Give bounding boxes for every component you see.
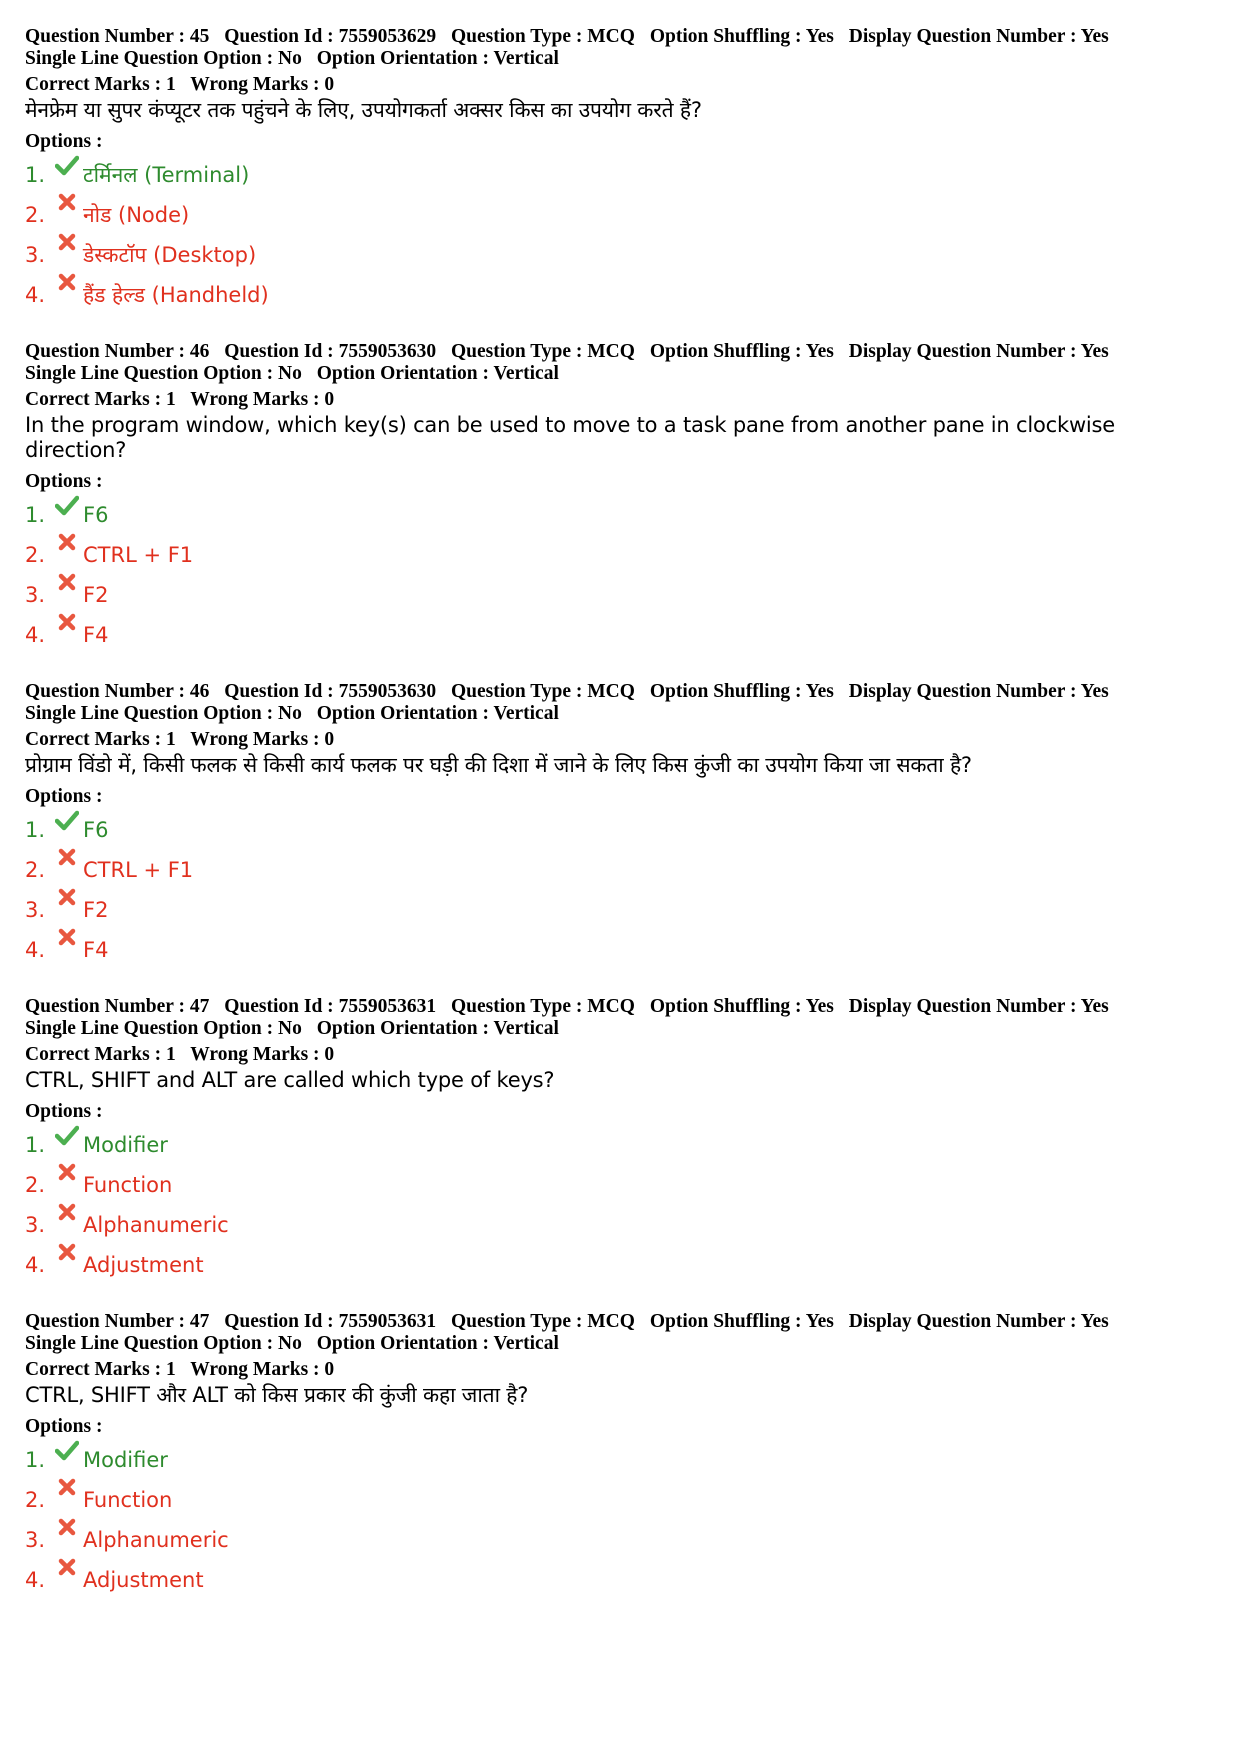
option-text: F2 [83, 898, 109, 922]
cross-icon [53, 936, 81, 964]
option-text: Function [83, 1488, 173, 1512]
wrong-marks-label: Wrong Marks : [190, 1044, 320, 1065]
option-number: 4. [25, 623, 46, 647]
question-block [25, 996, 1215, 1285]
option-item [25, 890, 1215, 930]
option-text: F4 [83, 938, 109, 962]
options-label: Options : [25, 1101, 103, 1122]
option-number: 1. [25, 818, 46, 842]
wrong-marks-value: 0 [324, 729, 335, 750]
option-text: Adjustment [83, 1568, 204, 1592]
question-meta-line-1 [25, 1311, 1215, 1333]
marks-line [25, 389, 1215, 411]
display-question-number-value: Yes [1080, 1311, 1109, 1332]
question-id-value: 7559053630 [338, 341, 437, 362]
correct-marks-label: Correct Marks : [25, 1044, 162, 1065]
question-block [25, 341, 1215, 655]
option-shuffling-value: Yes [805, 26, 834, 47]
option-item [25, 615, 1215, 655]
option-item [25, 235, 1215, 275]
option-item [25, 930, 1215, 970]
correct-marks-label: Correct Marks : [25, 74, 162, 95]
check-icon [53, 161, 81, 189]
wrong-marks-label: Wrong Marks : [190, 1359, 320, 1380]
option-text: हैंड हेल्ड (Handheld) [83, 283, 269, 307]
question-type-label: Question Type : [450, 26, 583, 47]
option-shuffling-value: Yes [805, 996, 834, 1017]
option-text: CTRL + F1 [83, 543, 194, 567]
option-number: 1. [25, 1448, 46, 1472]
question-type-label: Question Type : [450, 996, 583, 1017]
cross-icon [53, 541, 81, 569]
option-number: 3. [25, 898, 46, 922]
question-number-value: 46 [189, 341, 210, 362]
display-question-number-label: Display Question Number : [848, 681, 1077, 702]
option-text: Alphanumeric [83, 1213, 229, 1237]
question-id-label: Question Id : [224, 26, 334, 47]
option-number: 4. [25, 938, 46, 962]
option-text: F6 [83, 503, 109, 527]
option-text: F4 [83, 623, 109, 647]
cross-icon [53, 281, 81, 309]
display-question-number-value: Yes [1080, 341, 1109, 362]
wrong-marks-label: Wrong Marks : [190, 74, 320, 95]
option-item [25, 1440, 1215, 1480]
option-number: 3. [25, 243, 46, 267]
option-item [25, 1480, 1215, 1520]
question-number-value: 45 [189, 26, 210, 47]
marks-line [25, 1044, 1215, 1066]
question-type-value: MCQ [587, 681, 635, 702]
option-number: 2. [25, 1488, 46, 1512]
question-type-label: Question Type : [450, 681, 583, 702]
question-number-label: Question Number : [25, 26, 185, 47]
single-line-option-label: Single Line Question Option : [25, 48, 274, 69]
option-item [25, 810, 1215, 850]
single-line-option-label: Single Line Question Option : [25, 363, 274, 384]
question-number-label: Question Number : [25, 996, 185, 1017]
option-orientation-value: Vertical [493, 1333, 559, 1354]
question-type-label: Question Type : [450, 1311, 583, 1332]
options-list [25, 810, 1215, 970]
question-type-value: MCQ [587, 341, 635, 362]
single-line-option-label: Single Line Question Option : [25, 1018, 274, 1039]
option-number: 1. [25, 163, 46, 187]
marks-line [25, 74, 1215, 96]
correct-marks-value: 1 [165, 389, 176, 410]
question-type-value: MCQ [587, 26, 635, 47]
single-line-option-value: No [278, 48, 302, 69]
option-number: 3. [25, 1528, 46, 1552]
question-id-label: Question Id : [224, 681, 334, 702]
option-text: Modifier [83, 1133, 168, 1157]
question-type-value: MCQ [587, 1311, 635, 1332]
check-icon [53, 816, 81, 844]
cross-icon [53, 1251, 81, 1279]
option-number: 4. [25, 1253, 46, 1277]
single-line-option-label: Single Line Question Option : [25, 1333, 274, 1354]
option-item [25, 1560, 1215, 1600]
wrong-marks-value: 0 [324, 1359, 335, 1380]
correct-marks-value: 1 [165, 729, 176, 750]
correct-marks-label: Correct Marks : [25, 389, 162, 410]
display-question-number-value: Yes [1080, 996, 1109, 1017]
cross-icon [53, 241, 81, 269]
single-line-option-value: No [278, 1018, 302, 1039]
option-item [25, 1165, 1215, 1205]
question-id-label: Question Id : [224, 341, 334, 362]
option-text: डेस्कटॉप (Desktop) [83, 243, 257, 267]
cross-icon [53, 856, 81, 884]
option-item [25, 575, 1215, 615]
option-shuffling-value: Yes [805, 1311, 834, 1332]
cross-icon [53, 1526, 81, 1554]
question-id-value: 7559053631 [338, 1311, 437, 1332]
question-meta-line-2 [25, 1333, 1215, 1355]
cross-icon [53, 1211, 81, 1239]
option-number: 3. [25, 1213, 46, 1237]
check-icon [53, 501, 81, 529]
question-number-label: Question Number : [25, 1311, 185, 1332]
cross-icon [53, 621, 81, 649]
display-question-number-value: Yes [1080, 26, 1109, 47]
question-text: In the program window, which key(s) can be used to move to a task pane from another pane in clockwise direction? [25, 413, 1116, 462]
question-text: प्रोग्राम विंडो में, किसी फलक से किसी कार्य फलक पर घड़ी की दिशा में जाने के लिए किस कुंजी का उपयोग किया जा सकता है? [25, 753, 972, 777]
option-orientation-label: Option Orientation : [316, 363, 489, 384]
options-label: Options : [25, 786, 103, 807]
cross-icon [53, 896, 81, 924]
question-number-label: Question Number : [25, 681, 185, 702]
option-item [25, 1125, 1215, 1165]
option-number: 2. [25, 1173, 46, 1197]
question-block [25, 26, 1215, 315]
option-text: टर्मिनल (Terminal) [83, 163, 250, 187]
option-item [25, 155, 1215, 195]
question-text: मेनफ्रेम या सुपर कंप्यूटर तक पहुंचने के लिए, उपयोगकर्ता अक्सर किस का उपयोग करते हैं? [25, 98, 702, 122]
question-meta-line-2 [25, 1018, 1215, 1040]
question-text: CTRL, SHIFT and ALT are called which type of keys? [25, 1068, 555, 1092]
question-number-value: 47 [189, 1311, 210, 1332]
option-item [25, 195, 1215, 235]
question-meta-line-2 [25, 703, 1215, 725]
options-label: Options : [25, 471, 103, 492]
option-orientation-value: Vertical [493, 703, 559, 724]
question-id-value: 7559053631 [338, 996, 437, 1017]
question-paper-page [25, 26, 1215, 1626]
option-orientation-label: Option Orientation : [316, 1018, 489, 1039]
option-item [25, 1245, 1215, 1285]
display-question-number-label: Display Question Number : [848, 341, 1077, 362]
marks-line [25, 729, 1215, 751]
option-item [25, 495, 1215, 535]
option-number: 4. [25, 1568, 46, 1592]
options-list [25, 1440, 1215, 1600]
wrong-marks-label: Wrong Marks : [190, 389, 320, 410]
option-number: 2. [25, 203, 46, 227]
display-question-number-value: Yes [1080, 681, 1109, 702]
option-number: 3. [25, 583, 46, 607]
option-orientation-label: Option Orientation : [316, 703, 489, 724]
option-shuffling-label: Option Shuffling : [649, 1311, 802, 1332]
option-item [25, 1205, 1215, 1245]
cross-icon [53, 201, 81, 229]
option-orientation-value: Vertical [493, 363, 559, 384]
question-meta-line-2 [25, 48, 1215, 70]
check-icon [53, 1131, 81, 1159]
option-number: 1. [25, 503, 46, 527]
option-shuffling-label: Option Shuffling : [649, 26, 802, 47]
wrong-marks-value: 0 [324, 1044, 335, 1065]
display-question-number-label: Display Question Number : [848, 996, 1077, 1017]
option-shuffling-label: Option Shuffling : [649, 996, 802, 1017]
question-type-label: Question Type : [450, 341, 583, 362]
single-line-option-label: Single Line Question Option : [25, 703, 274, 724]
question-number-value: 46 [189, 681, 210, 702]
option-shuffling-label: Option Shuffling : [649, 341, 802, 362]
correct-marks-label: Correct Marks : [25, 729, 162, 750]
wrong-marks-value: 0 [324, 74, 335, 95]
options-label: Options : [25, 131, 103, 152]
option-text: Modifier [83, 1448, 168, 1472]
option-text: F2 [83, 583, 109, 607]
question-text: CTRL, SHIFT और ALT को किस प्रकार की कुंजी कहा जाता है? [25, 1383, 529, 1407]
options-list [25, 495, 1215, 655]
correct-marks-value: 1 [165, 1044, 176, 1065]
question-meta-line-2 [25, 363, 1215, 385]
option-shuffling-value: Yes [805, 341, 834, 362]
single-line-option-value: No [278, 1333, 302, 1354]
question-meta-line-1 [25, 681, 1215, 703]
options-list [25, 155, 1215, 315]
option-orientation-label: Option Orientation : [316, 48, 489, 69]
option-number: 4. [25, 283, 46, 307]
option-text: F6 [83, 818, 109, 842]
options-list [25, 1125, 1215, 1285]
option-orientation-value: Vertical [493, 48, 559, 69]
cross-icon [53, 581, 81, 609]
question-block [25, 1311, 1215, 1600]
option-item [25, 1520, 1215, 1560]
option-shuffling-label: Option Shuffling : [649, 681, 802, 702]
option-text: Adjustment [83, 1253, 204, 1277]
option-text: नोड (Node) [83, 203, 190, 227]
question-id-label: Question Id : [224, 1311, 334, 1332]
option-text: Alphanumeric [83, 1528, 229, 1552]
question-meta-line-1 [25, 996, 1215, 1018]
question-meta-line-1 [25, 341, 1215, 363]
options-label: Options : [25, 1416, 103, 1437]
wrong-marks-label: Wrong Marks : [190, 729, 320, 750]
single-line-option-value: No [278, 703, 302, 724]
option-number: 2. [25, 543, 46, 567]
option-text: CTRL + F1 [83, 858, 194, 882]
option-item [25, 535, 1215, 575]
question-number-label: Question Number : [25, 341, 185, 362]
correct-marks-label: Correct Marks : [25, 1359, 162, 1380]
question-type-value: MCQ [587, 996, 635, 1017]
option-number: 1. [25, 1133, 46, 1157]
option-orientation-value: Vertical [493, 1018, 559, 1039]
question-id-value: 7559053630 [338, 681, 437, 702]
question-id-label: Question Id : [224, 996, 334, 1017]
single-line-option-value: No [278, 363, 302, 384]
correct-marks-value: 1 [165, 74, 176, 95]
wrong-marks-value: 0 [324, 389, 335, 410]
option-item [25, 850, 1215, 890]
option-number: 2. [25, 858, 46, 882]
display-question-number-label: Display Question Number : [848, 26, 1077, 47]
cross-icon [53, 1171, 81, 1199]
cross-icon [53, 1486, 81, 1514]
option-orientation-label: Option Orientation : [316, 1333, 489, 1354]
question-meta-line-1 [25, 26, 1215, 48]
correct-marks-value: 1 [165, 1359, 176, 1380]
marks-line [25, 1359, 1215, 1381]
question-id-value: 7559053629 [338, 26, 437, 47]
option-shuffling-value: Yes [805, 681, 834, 702]
option-text: Function [83, 1173, 173, 1197]
check-icon [53, 1446, 81, 1474]
cross-icon [53, 1566, 81, 1594]
question-block [25, 681, 1215, 970]
display-question-number-label: Display Question Number : [848, 1311, 1077, 1332]
option-item [25, 275, 1215, 315]
question-number-value: 47 [189, 996, 210, 1017]
